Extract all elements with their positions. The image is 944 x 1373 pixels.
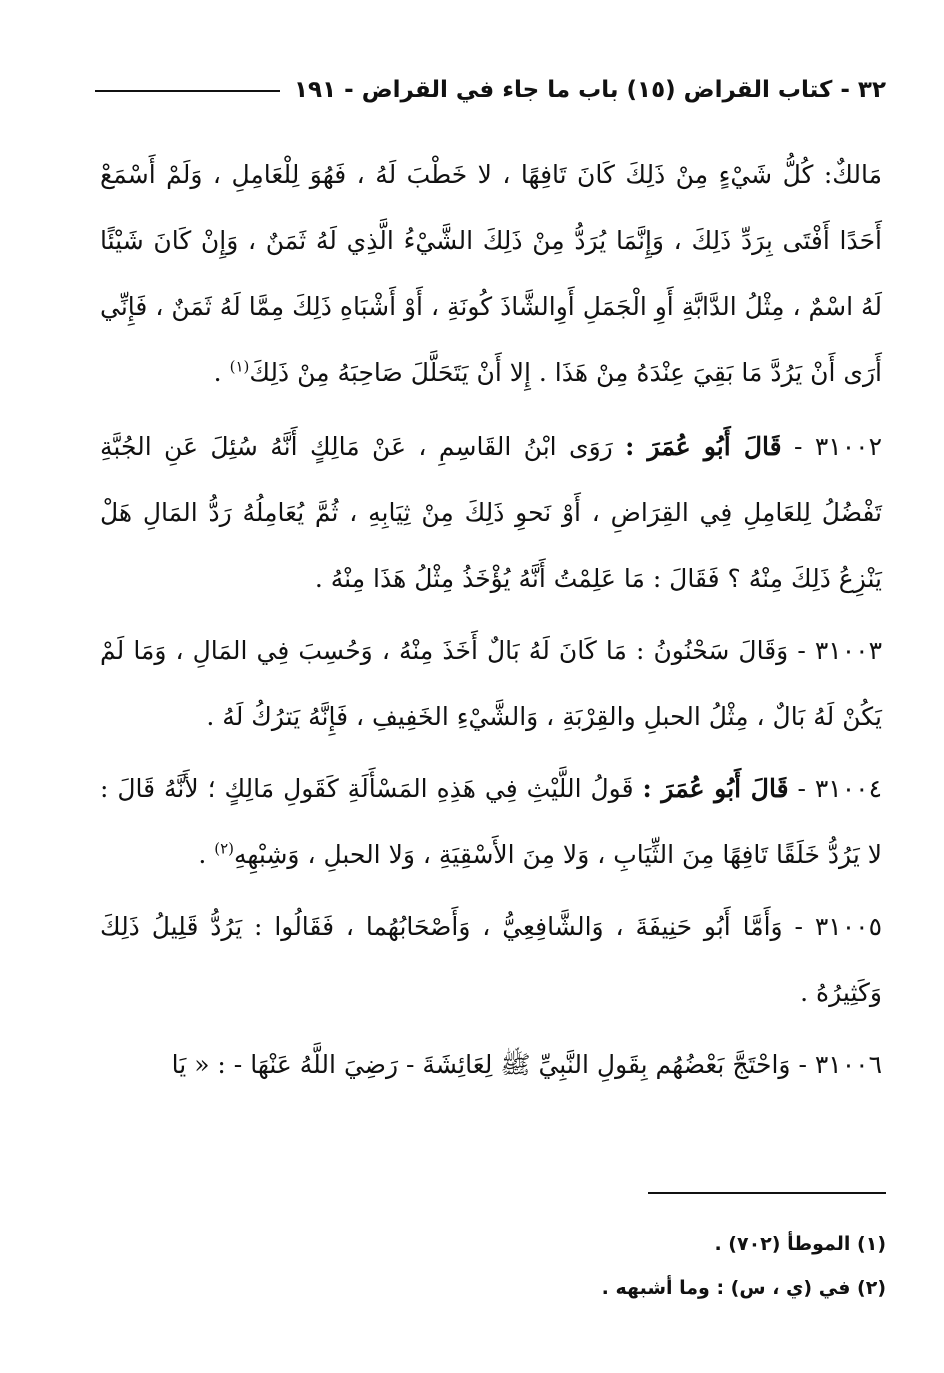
paragraph-speaker: قَالَ أَبُو عُمَرَ :	[625, 432, 782, 461]
footnote-divider	[648, 1192, 886, 1194]
paragraph-text: وَقَالَ سَحْنُونُ : مَا كَانَ لَهُ بَالٌ أَخَذَ مِنْهُ ، وَحُسِبَ فِي المَالِ ، وَمَا لَمْ يَكُنْ لَهُ بَالٌ ، مِثْلُ الحبلِ والقِرْبَةِ ، وَالشَّيْءِ الخَفِيفِ ، فَإِنَّهُ يَترُكُ لَهُ .	[100, 636, 882, 731]
footnote-reference[interactable]: (٢)	[214, 839, 234, 858]
paragraph	[100, 618, 882, 750]
paragraph-text: مَالكٌ: كُلُّ شَيْءٍ مِنْ ذَلِكَ كَانَ تَافِهًا ، لا خَطْبَ لَهُ ، فَهُوَ لِلْعَامِلِ ، وَلَمْ أَسْمَعْ أَحَدًا أَفْتَى بِرَدِّ ذَلِكَ ، وَإِنَّمَا يُرَدُّ مِنْ ذَلِكَ الشَّيْءُ الَّذِي لَهُ ثَمَنٌ ، وَإِنْ كَانَ شَيْئًا لَهُ اسْمٌ ، مِثْلُ الدَّابَّةِ أَوِ الْجَمَلِ أَوِالشَّاذَ كُونَةِ ، أَوْ أَشْبَاهِ ذَلِكَ مِمَّا لَهُ ثَمَنٌ ، فَإِنِّي أَرَى أَنْ يَرُدَّ مَا بَقِيَ عِنْدَهُ مِنْ هَذَا . إِلا أَنْ يَتَحَلَّلَ صَاحِبَهُ مِنْ ذَلِكَ	[100, 160, 882, 387]
footnote-reference[interactable]: (١)	[229, 357, 250, 376]
paragraph-number: ٣١٠٠٣ -	[797, 636, 882, 665]
paragraph-number: ٣١٠٠٢ -	[794, 432, 882, 461]
paragraph-text: قَولُ اللَّيْثِ فِي هَذِهِ المَسْأَلَةِ كَقَولِ مَالِكٍ ؛ لأَنَّهُ قَالَ : لا يَرُدُّ خَلَقًا تَافِهًا مِنَ الثِّيَابِ ، وَلا مِنَ الأَسْقِيَةِ ، وَلا الحبلِ ، وَشِبْهِهِ	[100, 774, 882, 869]
paragraph-text: وَأَمَّا أَبُو حَنِيفَةَ ، وَالشَّافِعِيُّ ، وَأَصْحَابُهُما ، فَقَالُوا : يَرُدُّ قَلِيلُ ذَلِكَ وَكَثِيرُهُ .	[100, 912, 882, 1007]
paragraph	[100, 756, 882, 888]
paragraph	[100, 1032, 882, 1098]
main-text	[100, 142, 882, 1104]
paragraph	[100, 414, 882, 612]
paragraph-text: وَاحْتَجَّ بَعْضُهُم بِقَولِ النَّبِيِّ ﷺ لِعَائِشَةَ - رَضِيَ اللَّهُ عَنْهَا - : « يَا	[171, 1050, 791, 1079]
paragraph-number: ٣١٠٠٥ -	[794, 912, 882, 941]
paragraph-text: رَوَى ابْنُ القَاسِمِ ، عَنْ مَالِكٍ أَنَّهُ سُئِلَ عَنِ الجُبَّةِ تَفْضُلُ لِلعَامِلِ فِي القِرَاضِ ، أَوْ نَحوِ ذَلِكَ مِنْ ثِيَابِهِ ، ثُمَّ يُعَامِلُهُ رَدُّ المَالِ هَلْ يَنْزِعُ ذَلِكَ مِنْهُ ؟ فَقَالَ : مَا عَلِمْتُ أَنَّهُ يُؤْخَذُ مِثْلُ هَذَا مِنْهُ .	[100, 432, 882, 593]
paragraph-speaker: قَالَ أَبُو عُمَرَ :	[642, 774, 789, 803]
paragraph-number: ٣١٠٠٦ -	[798, 1050, 882, 1079]
footnote: (٢) في (ي ، س) : وما أشبهه .	[601, 1277, 886, 1299]
paragraph-tail: .	[213, 358, 230, 387]
paragraph-tail: .	[198, 840, 215, 869]
footnotes	[100, 1222, 886, 1310]
paragraph-number: ٣١٠٠٤ -	[797, 774, 883, 803]
header-rule	[95, 90, 280, 92]
paragraph	[100, 894, 882, 1026]
running-header	[95, 70, 886, 110]
paragraph	[100, 142, 882, 406]
footnote: (١) الموطأ (٧٠٢) .	[714, 1233, 886, 1255]
running-header-text: ٣٢ - كتاب القراض (١٥) باب ما جاء في القراض - ١٩١	[294, 77, 886, 103]
